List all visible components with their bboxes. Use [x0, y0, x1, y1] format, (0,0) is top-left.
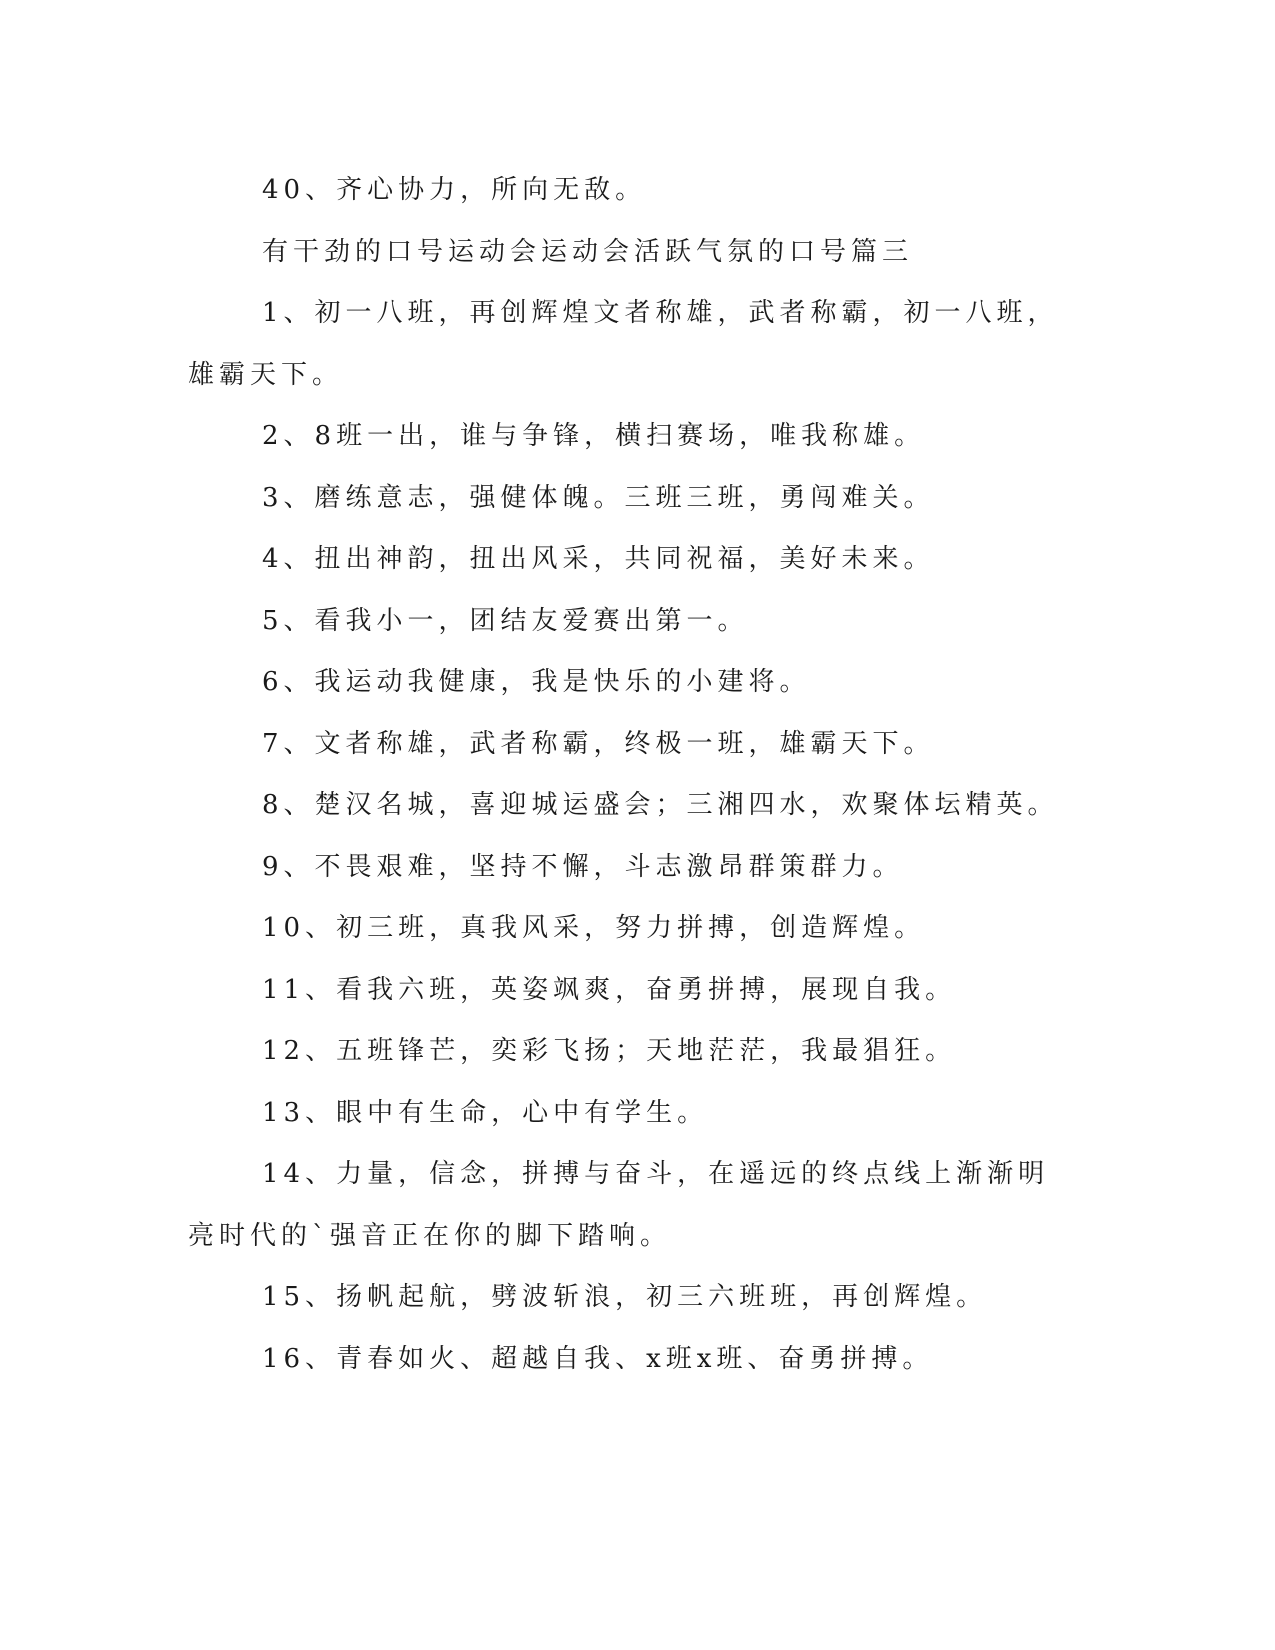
document-body: [188, 160, 1068, 1390]
paragraph-2: 2、8班一出，谁与争锋，横扫赛场，唯我称雄。: [262, 421, 926, 451]
paragraph-4: 4、扭出神韵，扭出风采，共同祝福，美好未来。: [262, 544, 935, 574]
paragraph-13: 13、眼中有生命，心中有学生。: [262, 1097, 709, 1128]
paragraph-10: 10、初三班，真我风采，努力拼搏，创造辉煌。: [262, 913, 926, 943]
paragraph-16: 16、青春如火、超越自我、x班x班、奋勇拼搏。: [262, 1343, 934, 1374]
paragraph-11: 11、看我六班，英姿飒爽，奋勇拼搏，展现自我。: [262, 974, 957, 1005]
paragraph-5: 5、看我小一，团结友爱赛出第一。: [262, 605, 749, 636]
paragraph-1: 1、初一八班，再创辉煌文者称雄，武者称霸，初一八班，雄霸天下。: [188, 298, 1059, 390]
paragraph-6: 6、我运动我健康，我是快乐的小建将。: [262, 667, 811, 697]
paragraph-8: 8、楚汉名城，喜迎城运盛会；三湘四水，欢聚体坛精英。: [262, 790, 1059, 820]
paragraph-9: 9、不畏艰难，坚持不懈，斗志激昂群策群力。: [262, 851, 904, 882]
paragraph-7: 7、文者称雄，武者称霸，终极一班，雄霸天下。: [262, 728, 935, 759]
section-heading: 有干劲的口号运动会运动会活跃气氛的口号篇三: [262, 236, 914, 267]
paragraph-40: 40、齐心协力，所向无敌。: [262, 175, 647, 205]
paragraph-12: 12、五班锋芒，奕彩飞扬；天地茫茫，我最猖狂。: [262, 1036, 957, 1066]
paragraph-15: 15、扬帆起航，劈波斩浪，初三六班班，再创辉煌。: [262, 1282, 988, 1312]
paragraph-14: 14、力量，信念，拼搏与奋斗，在遥远的终点线上渐渐明亮时代的`强音正在你的脚下踏响。: [188, 1159, 1050, 1251]
paragraph-3: 3、磨练意志，强健体魄。三班三班，勇闯难关。: [262, 482, 935, 513]
